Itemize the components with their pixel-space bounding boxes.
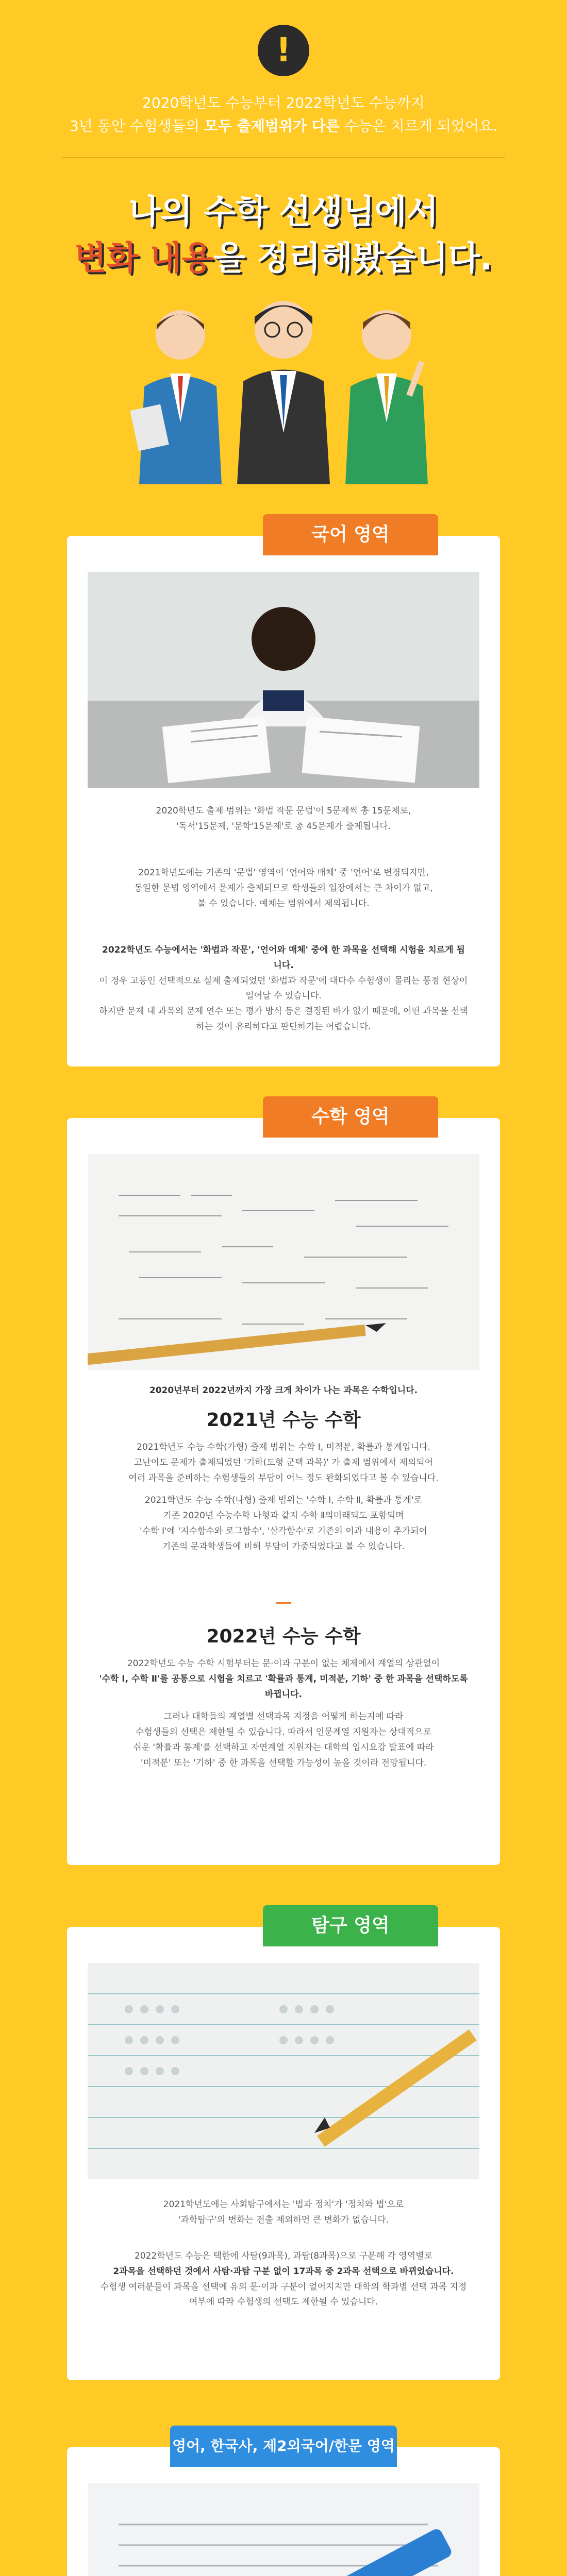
inquiry-section-card <box>67 1915 500 2380</box>
english-section-card <box>67 2437 500 2576</box>
math-2022-paragraph: 2022학년도 수능 수학 시험부터는 문·이과 구분이 없는 체제에서 계열의 상관없이 '수학 Ⅰ, 수학 Ⅱ'를 공통으로 시험을 치르고 '확률과 통계, 미적분, 기하' 중 한 과목을 선택하도록 바뀝니다. 그러나 대학들의 계열별 선택과목 지정을 어떻게 하는지에 따라 수험생들의 선택은 제한될 수 있습니다. 따라서 인문계열 지원자는 상대적으로 쉬운 '확률과 통계'를 선택하고 자연계열 지원자는 대학의 입시요강 발표에 따라 '미적분' 또는 '기하' 중 한 과목을 선택할 가능성이 높을 것이라 전망됩니다. <box>99 1658 468 1768</box>
korean-paragraph-1: 2020학년도 출제 범위는 '화법 작문 문법'이 5문제씩 총 15문제로, '독서'15문제, '문학'15문제'로 총 45문제가 출제됩니다. <box>156 806 411 832</box>
page-title-line-1: 나의 수학 선생님에서 <box>128 193 439 231</box>
section-divider <box>276 1602 291 1604</box>
teacher-left-icon <box>130 310 222 484</box>
warning-icon: ! <box>258 25 309 76</box>
inquiry-paragraph-2: 2022학년도 수능은 택한에 사탐(9과목), 과탐(8과목)으로 구분해 각 영역별로 2과목을 선택하던 것에서 사탐·과탐 구분 없이 17과목 중 2과목 선택으로 바뀌었습니다. 수험생 여러분들이 과목을 선택에 유의 문·이과 구분이 없어지지만 대학의 학과별 선택 과목 지정 여부에 따라 수험생의 선택도 제한될 수 있습니다. <box>100 2251 467 2308</box>
intro-line-2: 3년 동안 수험생들의 모두 출제범위가 다른 수능은 치르게 되었어요. <box>70 117 497 134</box>
highlighter-image <box>88 2483 479 2576</box>
teacher-right-icon <box>345 310 428 484</box>
math-2021-paragraph: 2021학년도 수능 수학(가형) 출제 범위는 수학 Ⅰ, 미적분, 확률과 통계입니다. 고난이도 문제가 출제되었던 '기하(도형 군택 과목)' 가 출제 범위에서 제외되어 여러 과목을 준비하는 수험생들의 부담이 어느 정도 완화되었다고 볼 수 있습니다. 2021학년도 수능 수학(나형) 출제 범위는 '수학 Ⅰ, 수학 Ⅱ, 확률과 통계'로 기존 2020년 수능수학 나형과 같지 수학 Ⅱ의미래되도 포함되며 '수학 Ⅰ'에 '지수함수와 로그함수', '삼각함수'로 기존의 이과 내용이 추가되어 기존의 문과학생들에 비해 부담이 가중되었다고 볼 수 있습니다. <box>128 1442 439 1552</box>
answer-sheet-image <box>88 1963 479 2179</box>
korean-paragraph-2: 2021학년도에는 기존의 '문법' 영역이 '언어와 매체' 중 '언어'로 변경되지만, 동일한 문법 영역에서 문제가 출제되므로 학생들의 입장에서는 큰 차이가 없고, 불 수 있습니다. 예체는 범위에서 제외됩니다. <box>134 868 433 909</box>
math-formula-image <box>88 1154 479 1370</box>
teacher-center-icon <box>237 301 330 484</box>
teachers-illustration <box>103 289 464 484</box>
inquiry-paragraph-1: 2021학년도에는 사회탐구에서는 '법과 정치'가 '정치와 법'으로 '과학탐구'의 변화는 전출 제외하면 큰 변화가 없습니다. <box>163 2199 404 2225</box>
korean-section-tab: 국어 영역 <box>263 514 438 555</box>
header-section <box>0 0 567 484</box>
student-studying-image <box>88 572 479 788</box>
math-section-card <box>67 1106 500 1865</box>
korean-paragraph-3: 2022학년도 수능에서는 '화법과 작문', '언어와 매체' 중에 한 과목을 선택해 시험을 치르게 됩니다. 이 경우 고등인 선택적으로 실제 출제되었던 '화법과 작문'에 대다수 수험생이 몰리는 풍점 현상이 일어날 수 있습니다. 하지만 문제 내 과목의 문제 연수 또는 평가 방식 등은 결정된 바가 없기 때문에, 어떤 과목을 선택하는 것이 유리하다고 판단하기는 어렵습니다. <box>99 945 468 1032</box>
divider <box>62 157 505 158</box>
inquiry-section-tab: 탐구 영역 <box>263 1905 438 1946</box>
math-lead: 2020년부터 2022년까지 가장 크게 차이가 나는 과목은 수학입니다. <box>149 1385 418 1396</box>
math-2022-heading: 2022년 수능 수학 <box>206 1626 361 1647</box>
english-section-tab: 영어, 한국사, 제2외국어/한문 영역 <box>170 2426 397 2467</box>
korean-section-card <box>67 524 500 1066</box>
intro-line-1: 2020학년도 수능부터 2022학년도 수능까지 <box>142 94 425 111</box>
intro-text <box>62 92 505 138</box>
page-title-line-2: 변화 내용을 정리해봤습니다. <box>74 240 493 278</box>
math-2021-heading: 2021년 수능 수학 <box>206 1410 361 1431</box>
math-section-tab: 수학 영역 <box>263 1096 438 1138</box>
